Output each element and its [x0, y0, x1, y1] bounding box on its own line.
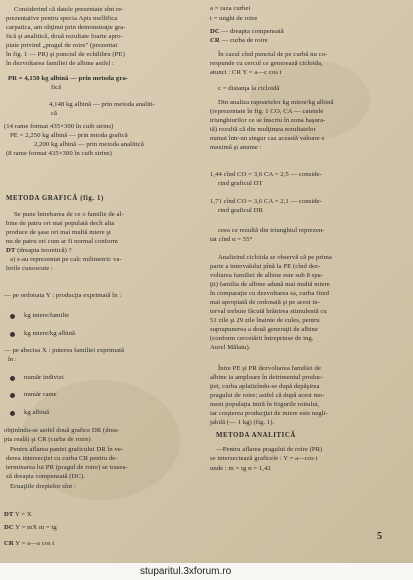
- equation-label: DC: [210, 28, 220, 35]
- bullet-icon: [10, 314, 15, 319]
- text-line: rind graficul DT: [218, 180, 263, 187]
- text-line: 51 zile şi 29 zile înainte de cules, pentru: [210, 317, 320, 324]
- equation-label: DT: [6, 247, 16, 254]
- text-line: număr indivizi: [24, 374, 64, 381]
- text-line: kg albină: [24, 409, 50, 416]
- text-line: 2,200 kg albină — prin metoda analitică: [34, 141, 144, 148]
- text-line: mai apropiată de ordonată şi pe acest in-: [210, 299, 320, 306]
- text-line: ţiei, curba aplatizîndu-se după depăşirea: [210, 383, 320, 390]
- page-number: 5: [377, 531, 382, 542]
- text-line: respunde cu cercul ce generează cicloida,: [210, 60, 323, 67]
- text-line: a) s-au reprezentat pe calc milimetric va-: [10, 256, 122, 263]
- text-line: t = unghi de roire: [210, 15, 258, 22]
- text-line: Pentru aflarea pantei graficului DR în ve-: [10, 446, 124, 453]
- text-line: prezentative pentru specia Apis mellifica: [6, 15, 118, 22]
- text-line: (8 rame format 435×300 în cuib strins): [6, 150, 112, 157]
- text-line: numai într-un singur caz această valoare e: [210, 135, 325, 142]
- text-line: obţinîndu-se astfel două grafice DR (drea-: [4, 427, 120, 434]
- text-line: pragului de roire; astfel că după acest mo-: [210, 392, 325, 399]
- watermark-footer: [0, 563, 413, 580]
- text-line: nu de patru ori cum ar fi normal conform: [6, 238, 118, 245]
- text-line: — pe abscisa X : puterea familiei exprimată: [4, 347, 125, 354]
- text-line: CR Y = a—a cos t: [4, 540, 55, 547]
- text-line: PE = 2,250 kg albină — prin mtoda grafică: [10, 132, 128, 139]
- text-line: pta reală) şi CR (curba de roire): [4, 436, 91, 443]
- text-line: ment populaţia intră în frigurile roitului,: [210, 401, 320, 408]
- text-line: ceea ce rezultă din triunghiul reprezen-: [218, 227, 325, 234]
- text-line: kg miere/familie: [24, 312, 70, 319]
- text-line: 1,71 cînd CO = 3,6 CA = 2,1 — conside-: [210, 198, 322, 205]
- text-line: Din analiza rapoartelor kg miere/kg albină: [218, 99, 334, 106]
- text-line: DT (dreapta teoretică) ?: [6, 247, 72, 254]
- text-line: rind graficul DR: [218, 207, 263, 214]
- equation-label: CR: [210, 37, 220, 44]
- text-line: în fig. 1 — PR) şi punctul de echilibru (PE): [6, 51, 125, 58]
- text-line: fică şi analitică, două rezultate foarte apro-: [6, 33, 123, 40]
- text-line: tă) rezultă că din mulţimea rezultatelor: [210, 126, 316, 133]
- text-line: Ecuaţiile dreptelor sînt :: [10, 483, 76, 490]
- text-line: În cazul cînd punctul de pe curbă nu co-: [218, 51, 328, 58]
- text-line: suprapunerea a două generaţii de albine: [210, 326, 318, 333]
- text-line: Se pune întrebarea de ce o familie de al-: [14, 211, 124, 218]
- equation-label: DT: [4, 511, 14, 518]
- text-line: în comparaţie cu dezvoltarea sa, curba fiind: [210, 290, 329, 297]
- text-line: CR — curba de roire: [210, 37, 268, 44]
- text-line: (reprezentate în fig. 1 CO, CA — catetele: [210, 108, 324, 115]
- text-line: terval trebuie făcută hrănirea stimulentă cu: [210, 308, 327, 315]
- text-line: voltarea familiei de albine este sub 8 spa-: [210, 272, 324, 279]
- text-line: triunghiurilor ce se înscriu în zona haşura-: [210, 117, 326, 124]
- text-line: —Pentru aflarea pragului de roire (PR): [216, 446, 323, 453]
- watermark-text: stuparitul.3xforum.ro: [140, 566, 232, 577]
- text-line: Între PE şi PR dezvoltarea familiei de: [218, 365, 321, 372]
- text-line: c = distanţa la cicloidă: [218, 85, 280, 92]
- text-line: că: [51, 110, 58, 117]
- text-line: kg miere/kg albină: [24, 330, 76, 337]
- text-line: albine ia amploare în detrimentul produc-: [210, 374, 324, 381]
- text-line: produce de şase ori mai multă miere şi: [6, 229, 111, 236]
- text-line: tat cînd α = 55°: [210, 236, 253, 243]
- text-line: maximă şi anume :: [210, 144, 262, 151]
- text-line: în :: [8, 356, 17, 363]
- text-line: a = raza curbei: [210, 5, 251, 12]
- text-line: DC — dreapta compensată: [210, 28, 284, 35]
- text-line: terminarea lui PR (pragul de roire) se trasea-: [6, 464, 128, 471]
- text-line: în dezvoltarea familiei de albine astfel :: [6, 60, 114, 67]
- text-line: fică: [51, 84, 62, 91]
- text-line: derea intersecţiei cu curba CR pentru de-: [6, 455, 118, 462]
- text-line: 4,148 kg albină — prin metoda analiti-: [49, 101, 156, 108]
- text-line: piate privind „pragul de roire" (prezentat: [6, 42, 118, 49]
- text-line: 1,44 cînd CO = 3,6 CA = 2,5 — conside-: [210, 171, 322, 178]
- text-line: PR = 4,150 kg albină — prin metoda gra-: [8, 75, 129, 82]
- text-line: se intersectează graficele : Y = a—cos t: [210, 455, 318, 462]
- text-line: iar creşterea producţiei de miere este negli-: [210, 410, 328, 417]
- section-heading: METODA ANALITICĂ: [216, 432, 296, 439]
- text-line: Analizind cicloida se observă că pe prima: [218, 254, 332, 261]
- section-heading: METODA GRAFICĂ (fig. 1): [6, 195, 104, 202]
- bullet-icon: [10, 411, 15, 416]
- text-line: Aurel Mălaiu).: [210, 344, 251, 351]
- equation-label: DC: [4, 524, 14, 531]
- bullet-icon: [10, 376, 15, 381]
- text-line: DT Y = X: [4, 511, 32, 518]
- text-line: DC Y = mX m = tg: [4, 524, 57, 531]
- text-line: ză dreapta compensată (DC).: [6, 473, 85, 480]
- text-line: jabilă (— 1 kg) (fig. 1).: [210, 419, 275, 426]
- text-line: ţii) familia de albine adună mai multă miere: [210, 281, 330, 288]
- text-line: (14 rame format 435×300 în cuib strins): [4, 123, 114, 130]
- text-line: (conform cercetării întreprinse de ing.: [210, 335, 314, 342]
- text-line: lorile cunoscute :: [6, 265, 53, 272]
- equation-label: CR: [4, 540, 14, 547]
- text-line: parte a intervalului pînă la PE (cînd dez-: [210, 263, 321, 270]
- bullet-icon: [10, 332, 15, 337]
- text-line: număr rame: [24, 391, 57, 398]
- text-line: bine de patru ori mai populată decît alta: [6, 220, 115, 227]
- text-line: Considerind că datele prezentate sînt re-: [14, 6, 124, 13]
- text-line: carpatica, am obţinut prin demonstraţie gra-: [6, 24, 126, 31]
- text-line: — pe ordonata Y : producţia exprimată în :: [4, 292, 122, 299]
- text-line: unde : m = tg α = 1,42: [210, 465, 271, 472]
- bullet-icon: [10, 393, 15, 398]
- text-line: atunci : CR Y = a—c cos t: [210, 69, 282, 76]
